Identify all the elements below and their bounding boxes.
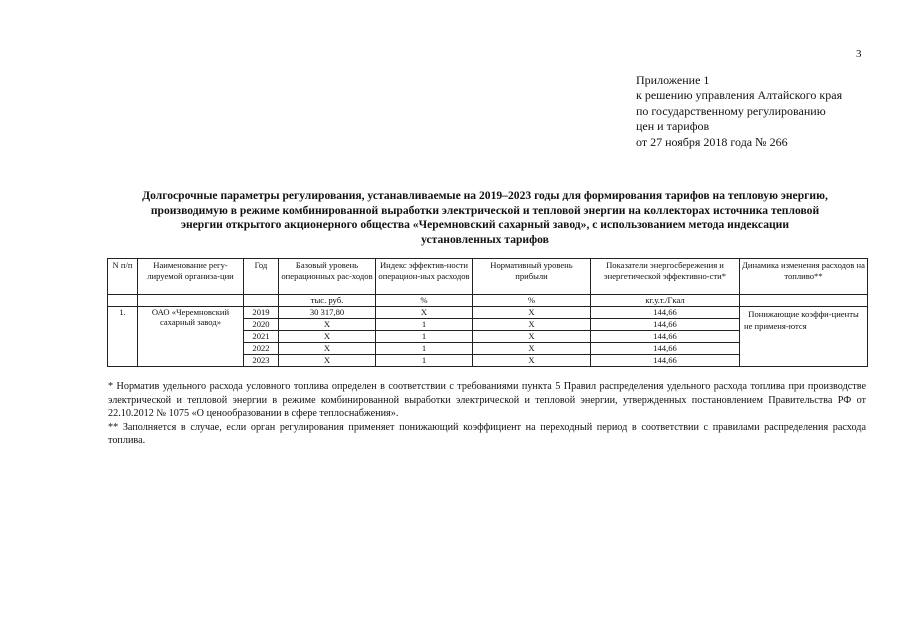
header-efficiency-index: Индекс эффектив-ности операцион-ных расходов xyxy=(376,259,473,295)
footnote-reduction-coefficient: ** Заполняется в случае, если орган регулирования применяет понижающий коэффициент на переходный период в соответствии с правилами распределения расхода топлива. xyxy=(108,421,866,447)
energy-cell: 144,66 xyxy=(591,331,740,343)
unit-cell xyxy=(740,295,868,307)
appendix-line: к решению управления Алтайского края xyxy=(636,88,843,103)
appendix-line: Приложение 1 xyxy=(636,73,710,87)
title-line: энергии открытого акционерного общества «Черемновский сахарный завод», с использованием метода индексации xyxy=(180,218,790,232)
efficiency-index-cell: 1 xyxy=(376,319,473,331)
profit-cell: X xyxy=(473,355,591,367)
units-row xyxy=(108,295,868,307)
appendix-line: от 27 ноября 2018 года № 266 xyxy=(636,134,788,149)
year-cell: 2021 xyxy=(244,331,279,343)
footnote-fuel-norm: * Норматив удельного расхода условного топлива определен в соответствии с требованиями пункта 5 Правил распределения удельного расхода топлива при производстве электрической и тепловой энергии в режиме комбинированной выработки электрической и тепловой энергии, утвержденных постановлением Правительства РФ от 22.10.2012 № 1075 «О ценообразовании в сфере теплоснабжения». xyxy=(108,381,866,420)
energy-cell: 144,66 xyxy=(591,355,740,367)
header-base-opex: Базовый уровень операционных рас-ходов xyxy=(279,259,376,295)
profit-cell: X xyxy=(473,331,591,343)
efficiency-index-cell: X xyxy=(376,307,473,319)
header-number: N п/п xyxy=(108,259,138,295)
base-opex-cell: X xyxy=(279,331,376,343)
appendix-line: цен и тарифов xyxy=(636,119,710,134)
row-number: 1. xyxy=(108,307,138,367)
unit-base-opex: тыс. руб. xyxy=(279,295,376,307)
energy-cell: 144,66 xyxy=(591,343,740,355)
appendix-line: по государственному регулированию xyxy=(636,103,826,118)
document-title xyxy=(100,189,870,247)
table-header-row xyxy=(108,259,868,295)
efficiency-index-cell: 1 xyxy=(376,331,473,343)
profit-cell: X xyxy=(473,343,591,355)
base-opex-cell: X xyxy=(279,343,376,355)
page-number: 3 xyxy=(856,48,862,60)
profit-cell: X xyxy=(473,307,591,319)
energy-cell: 144,66 xyxy=(591,307,740,319)
table-row xyxy=(108,307,868,319)
appendix-block xyxy=(636,73,842,150)
header-energy: Показатели энергосбережения и энергетической эффективно-сти* xyxy=(591,259,740,295)
base-opex-cell: X xyxy=(279,355,376,367)
header-profit: Нормативный уровень прибыли xyxy=(473,259,591,295)
year-cell: 2023 xyxy=(244,355,279,367)
fuel-dynamics-note: Понижающие коэффи-циенты не применя-ются xyxy=(740,307,868,367)
organization-name: ОАО «Черемновский сахарный завод» xyxy=(138,307,244,367)
year-cell: 2019 xyxy=(244,307,279,319)
efficiency-index-cell: 1 xyxy=(376,343,473,355)
unit-energy: кг.у.т./Гкал xyxy=(591,295,740,307)
base-opex-cell: X xyxy=(279,319,376,331)
header-dynamics: Динамика изменения расходов на топливо** xyxy=(740,259,868,295)
title-line: производимую в режиме комбинированной выработки электрической и тепловой энергии на коллекторах источника тепловой xyxy=(150,203,820,217)
unit-profit: % xyxy=(473,295,591,307)
header-year: Год xyxy=(244,259,279,295)
header-organization: Наименование регу-лируемой организа-ции xyxy=(138,259,244,295)
parameters-table xyxy=(107,258,868,367)
year-cell: 2020 xyxy=(244,319,279,331)
unit-cell xyxy=(244,295,279,307)
energy-cell: 144,66 xyxy=(591,319,740,331)
unit-cell xyxy=(108,295,138,307)
base-opex-cell: 30 317,80 xyxy=(279,307,376,319)
year-cell: 2022 xyxy=(244,343,279,355)
efficiency-index-cell: 1 xyxy=(376,355,473,367)
unit-cell xyxy=(138,295,244,307)
footnotes xyxy=(108,380,866,448)
profit-cell: X xyxy=(473,319,591,331)
unit-efficiency-index: % xyxy=(376,295,473,307)
title-line: Долгосрочные параметры регулирования, устанавливаемые на 2019–2023 годы для формирования тарифов на тепловую энергию, xyxy=(142,189,828,202)
title-line: установленных тарифов xyxy=(421,232,549,246)
